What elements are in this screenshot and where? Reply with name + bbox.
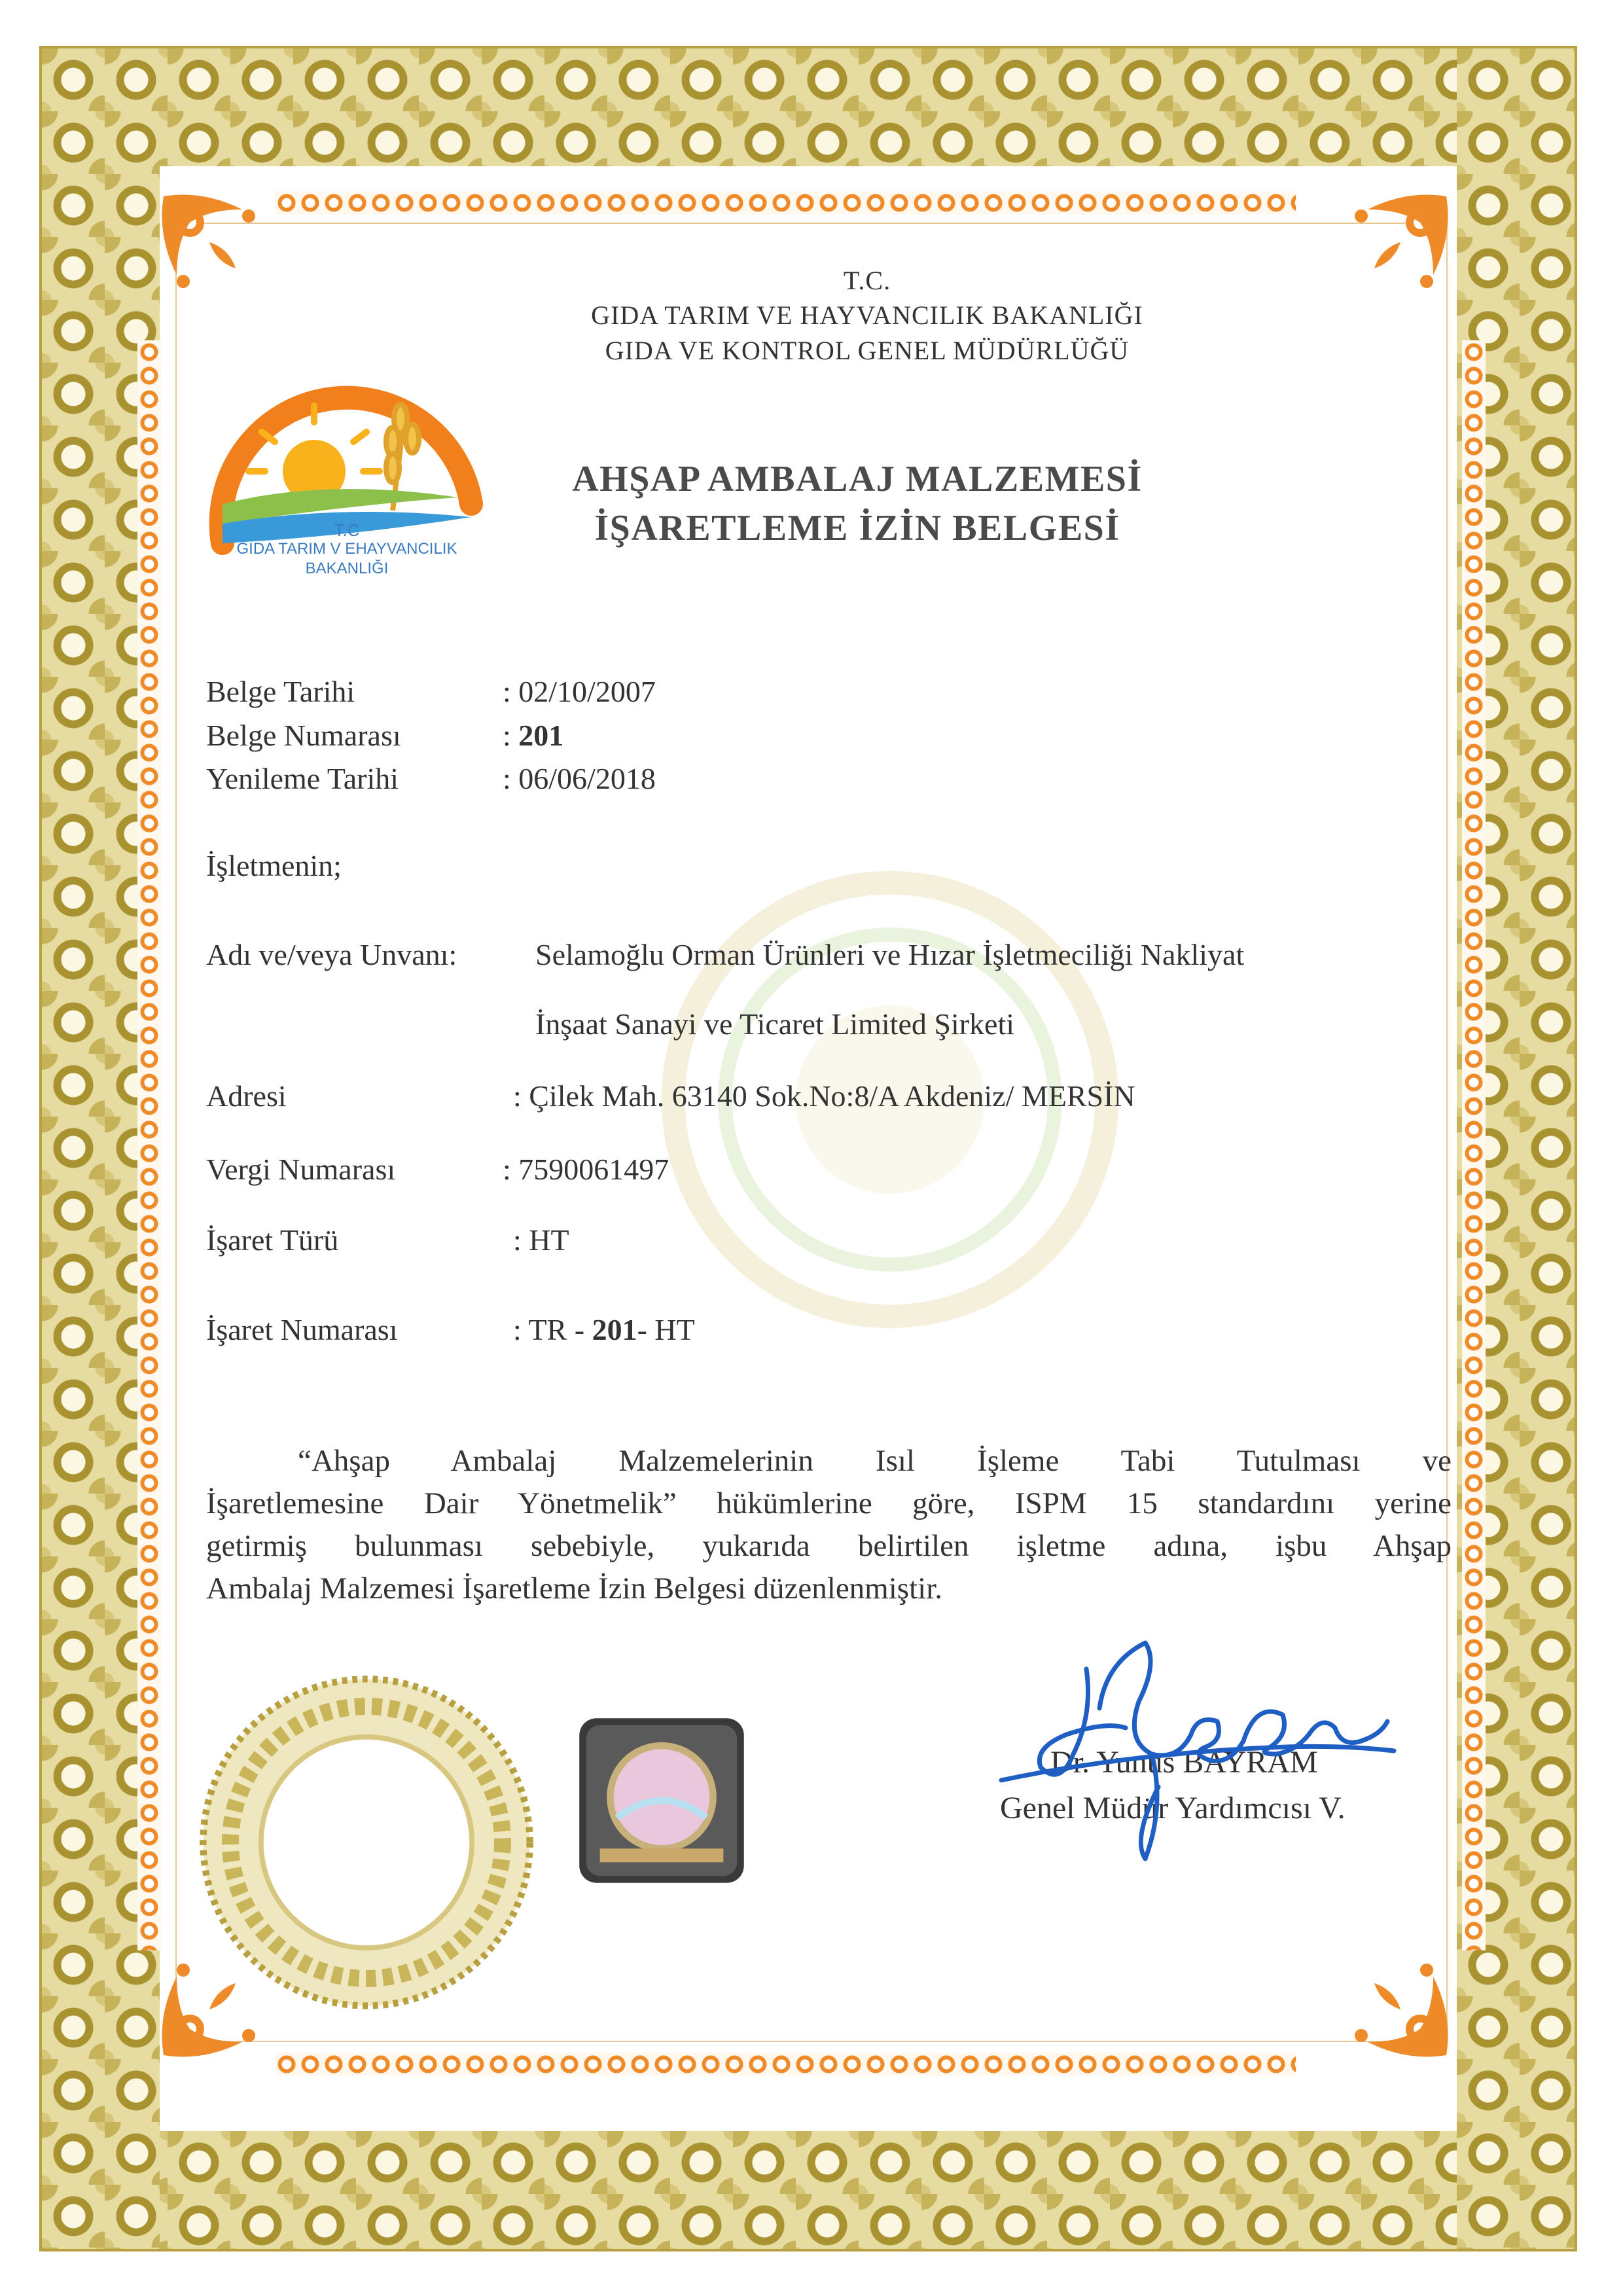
statement-line1: “Ahşap Ambalaj Malzemelerinin Isıl İşleme Tabi Tutulması ve (298, 1444, 1452, 1478)
yenileme-tarihi-value: : 06/06/2018 (503, 762, 656, 795)
belge-tarihi-value: : 02/10/2007 (503, 675, 656, 708)
unvan-value-line2: İnşaat Sanayi ve Ticaret Limited Şirketi (535, 1007, 1015, 1041)
frame-ornament-top (42, 48, 1575, 166)
embossed-gold-seal-icon (196, 1672, 537, 2013)
certificate-title-line2: İŞARETLEME İZİN BELGESİ (594, 508, 1120, 548)
orange-chain-border-top (275, 191, 1296, 215)
isaret-turu-value: : HT (513, 1223, 569, 1257)
statement-line4: Ambalaj Malzemesi İşaretleme İzin Belgesi düzenlenmiştir. (206, 1571, 943, 1605)
isletmenin-label: İşletmenin; (206, 849, 342, 882)
statement-line2: İşaretlemesine Dair Yönetmelik” hükümlerine göre, ISPM 15 standardını yerine (206, 1486, 1452, 1520)
header-directorate: GIDA VE KONTROL GENEL MÜDÜRLÜĞÜ (605, 336, 1130, 365)
isaret-numarasi-value: : TR - 201- HT (513, 1313, 695, 1346)
handwritten-signature-icon (995, 1623, 1400, 1872)
vergi-numarasi-label: Vergi Numarası (206, 1153, 396, 1186)
logo-ministry-name: GIDA TARIM V EHAYVANCILIK (236, 540, 457, 558)
logo-tc: T.C (334, 520, 360, 540)
adres-label: Adresi (206, 1079, 287, 1113)
unvan-label: Adı ve/veya Unvanı: (206, 938, 457, 971)
logo-bakanligi: BAKANLIĞI (305, 560, 389, 577)
adres-value: : Çilek Mah. 63140 Sok.No:8/A Akdeniz/ MERSİN (513, 1079, 1135, 1113)
signatory-name: Dr. Yunus BAYRAM (1050, 1745, 1318, 1780)
belge-numarasi-label: Belge Numarası (206, 719, 401, 752)
certificate-title-line1: AHŞAP AMBALAJ MALZEMESİ (572, 459, 1143, 499)
orange-chain-border-left (137, 340, 161, 1950)
vergi-numarasi-value: : 7590061497 (503, 1153, 669, 1186)
corner-flourish-top-right-icon (1329, 183, 1459, 314)
statement-line3: getirmiş bulunması sebebiyle, yukarıda belirtilen işletme adına, işbu Ahşap (206, 1529, 1452, 1563)
belge-numarasi-value: : 201 (503, 719, 564, 752)
frame-ornament-bottom (42, 2131, 1575, 2249)
yenileme-tarihi-label: Yenileme Tarihi (206, 762, 399, 795)
header-tc: T.C. (843, 266, 891, 295)
orange-chain-border-right (1462, 340, 1486, 1950)
isaret-numarasi-label: İşaret Numarası (206, 1313, 398, 1346)
belge-tarihi-label: Belge Tarihi (206, 675, 355, 708)
unvan-value-line1: Selamoğlu Orman Ürünleri ve Hızar İşletmeciliği Nakliyat (535, 938, 1245, 971)
orange-chain-border-bottom (275, 2053, 1296, 2076)
corner-flourish-bottom-right-icon (1329, 1937, 1459, 2068)
isaret-turu-label: İşaret Türü (206, 1223, 339, 1257)
hologram-sticker-icon (576, 1715, 747, 1886)
corner-flourish-top-left-icon (151, 183, 281, 314)
signatory-position: Genel Müdür Yardımcısı V. (1000, 1791, 1346, 1825)
header-ministry: GIDA TARIM VE HAYVANCILIK BAKANLIĞI (591, 300, 1143, 330)
